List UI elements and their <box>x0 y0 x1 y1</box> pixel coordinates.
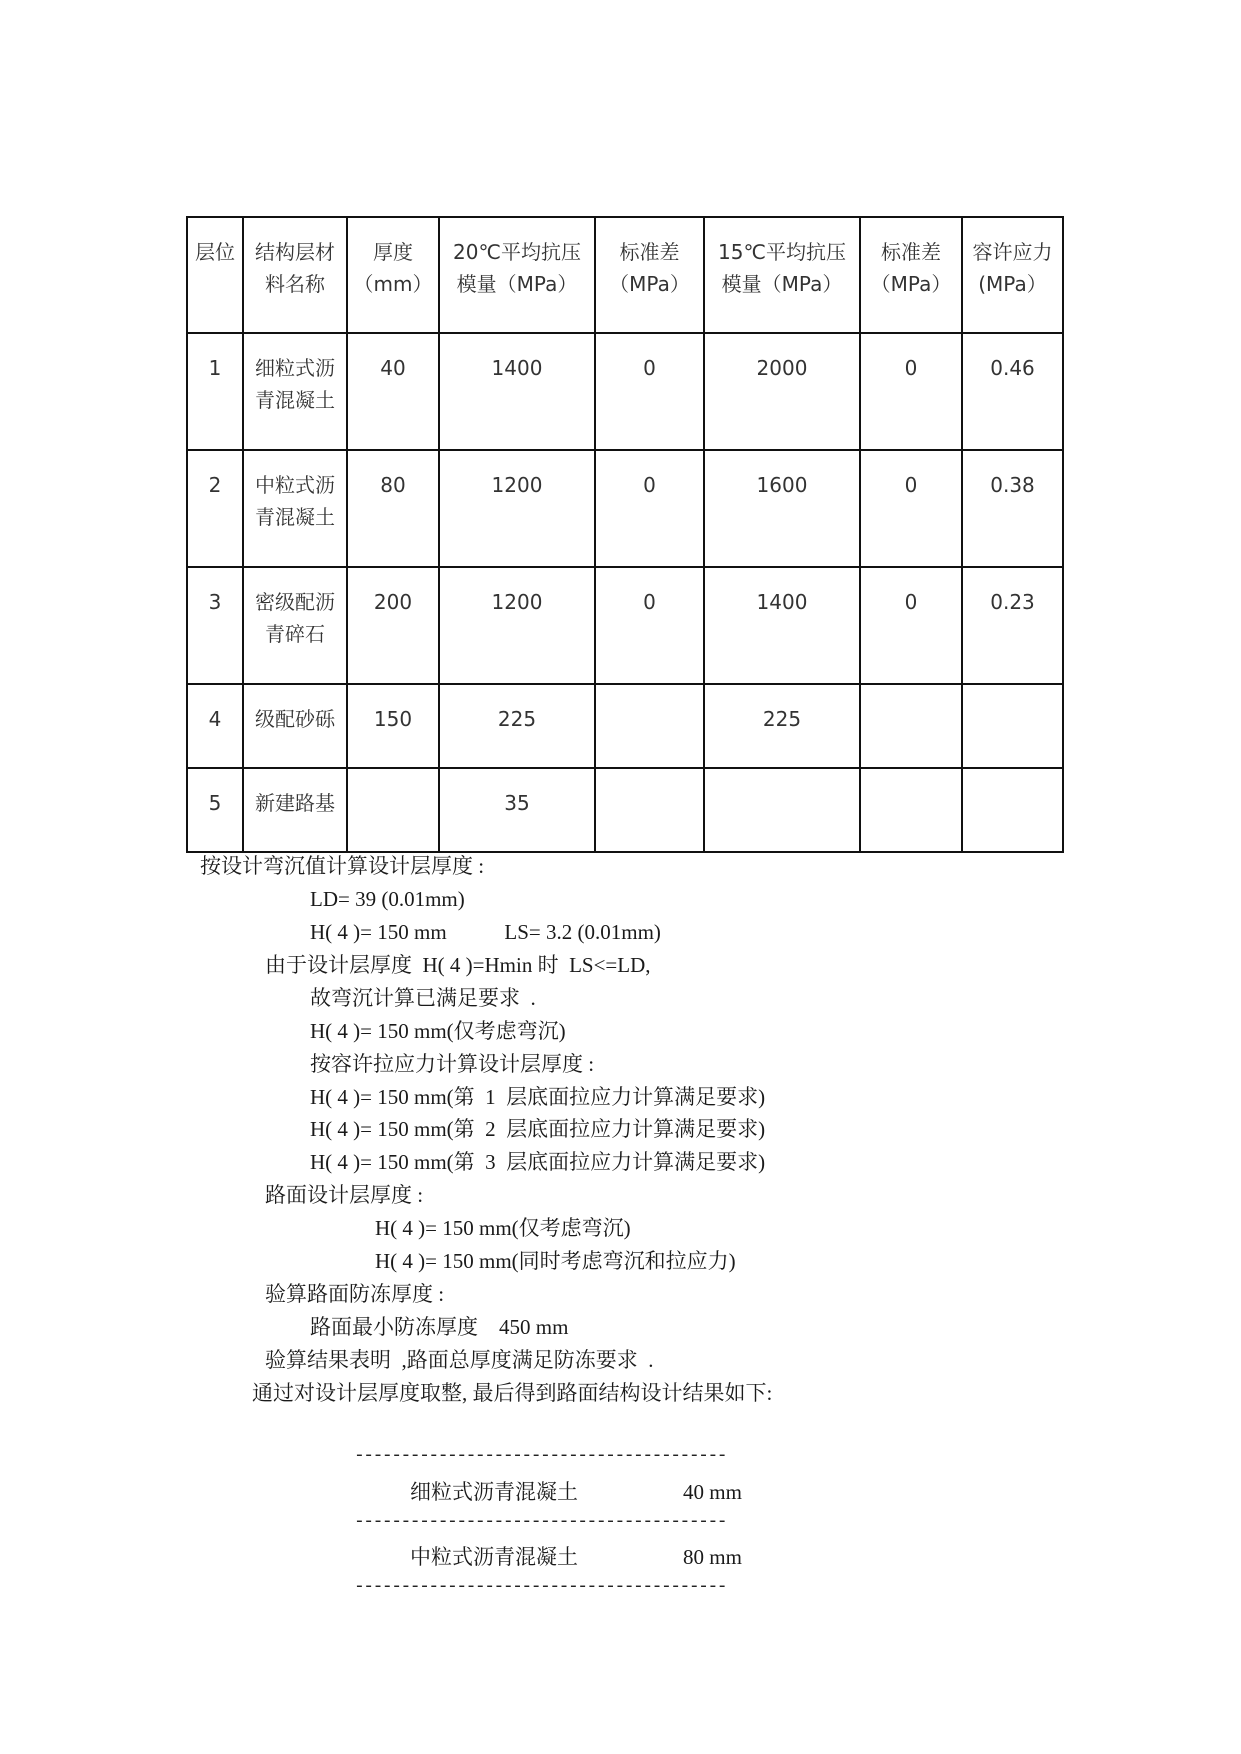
table-cell: 150 <box>347 684 439 768</box>
separator-line: ---------------------------------------- <box>354 1512 727 1532</box>
table-row <box>187 768 1063 852</box>
table-cell: 0.46 <box>962 333 1063 450</box>
table-row <box>187 684 1063 768</box>
header-cell: 容许应力(MPa） <box>962 217 1063 333</box>
table-cell: 0 <box>595 450 704 567</box>
table-cell: 35 <box>439 768 595 852</box>
table-cell: 1 <box>187 333 243 450</box>
text-line: H( 4 )= 150 mm(第 3 层底面拉应力计算满足要求) <box>310 1150 766 1174</box>
table-cell: 1400 <box>704 567 860 684</box>
table-cell: 0 <box>860 333 962 450</box>
text-line: 通过对设计层厚度取整, 最后得到路面结构设计结果如下: <box>252 1381 773 1405</box>
table-cell: 1200 <box>439 450 595 567</box>
table-cell: 5 <box>187 768 243 852</box>
header-cell: 层位 <box>187 217 243 333</box>
text-line: 路面最小防冻厚度 450 mm <box>310 1315 569 1339</box>
table-cell: 0 <box>860 567 962 684</box>
text-line: 按设计弯沉值计算设计层厚度 : <box>200 854 485 878</box>
separator-line: ---------------------------------------- <box>354 1577 727 1597</box>
table-cell: 2 <box>187 450 243 567</box>
table-cell: 2000 <box>704 333 860 450</box>
table-cell: 1400 <box>439 333 595 450</box>
text-line: LD= 39 (0.01mm) <box>310 887 465 911</box>
table-cell: 80 <box>347 450 439 567</box>
text-line: H( 4 )= 150 mm(同时考虑弯沉和拉应力) <box>375 1249 736 1273</box>
table-cell <box>704 768 860 852</box>
table-cell <box>962 684 1063 768</box>
table-row <box>187 567 1063 684</box>
table-cell <box>595 684 704 768</box>
result-layer-name: 细粒式沥青混凝土 <box>410 1480 578 1504</box>
table-cell <box>860 768 962 852</box>
table-cell: 225 <box>439 684 595 768</box>
header-cell: 20℃平均抗压模量（MPa） <box>439 217 595 333</box>
table-cell: 0.38 <box>962 450 1063 567</box>
table-cell <box>347 768 439 852</box>
table-cell: 细粒式沥青混凝土 <box>243 333 347 450</box>
table-cell: 40 <box>347 333 439 450</box>
text-line: 验算结果表明 ,路面总厚度满足防冻要求 . <box>265 1348 654 1372</box>
text-line: 由于设计层厚度 H( 4 )=Hmin 时 LS<=LD, <box>265 953 651 977</box>
result-layer-name: 中粒式沥青混凝土 <box>410 1545 578 1569</box>
table-row <box>187 450 1063 567</box>
table-cell: 中粒式沥青混凝土 <box>243 450 347 567</box>
header-cell: 标准差（MPa） <box>860 217 962 333</box>
table-cell: 0 <box>595 333 704 450</box>
text-line: 按容许拉应力计算设计层厚度 : <box>310 1052 595 1076</box>
table-cell <box>595 768 704 852</box>
text-line: 故弯沉计算已满足要求 . <box>310 986 536 1010</box>
text-line: H( 4 )= 150 mm(第 2 层底面拉应力计算满足要求) <box>310 1117 766 1141</box>
text-line: H( 4 )= 150 mm(仅考虑弯沉) <box>375 1216 631 1240</box>
table-cell: 200 <box>347 567 439 684</box>
table-cell: 0.23 <box>962 567 1063 684</box>
table-cell: 225 <box>704 684 860 768</box>
table-cell: 1600 <box>704 450 860 567</box>
table-row <box>187 333 1063 450</box>
table-cell: 密级配沥青碎石 <box>243 567 347 684</box>
table-cell: 4 <box>187 684 243 768</box>
text-line: 路面设计层厚度 : <box>265 1183 424 1207</box>
table-cell: 新建路基 <box>243 768 347 852</box>
header-cell: 15℃平均抗压模量（MPa） <box>704 217 860 333</box>
text-line: H( 4 )= 150 mm LS= 3.2 (0.01mm) <box>310 920 661 944</box>
text-line: H( 4 )= 150 mm(第 1 层底面拉应力计算满足要求) <box>310 1085 766 1109</box>
result-layer-thickness: 40 mm <box>683 1480 742 1504</box>
text-line: 验算路面防冻厚度 : <box>265 1282 445 1306</box>
header-cell: 结构层材料名称 <box>243 217 347 333</box>
header-cell: 标准差（MPa） <box>595 217 704 333</box>
table-header-row <box>187 217 1063 333</box>
table-cell <box>962 768 1063 852</box>
pavement-layer-table <box>186 216 1064 853</box>
result-layer-thickness: 80 mm <box>683 1545 742 1569</box>
table-cell <box>860 684 962 768</box>
table-cell: 1200 <box>439 567 595 684</box>
table-cell: 0 <box>595 567 704 684</box>
table-cell: 3 <box>187 567 243 684</box>
table-cell: 级配砂砾 <box>243 684 347 768</box>
header-cell: 厚度（mm） <box>347 217 439 333</box>
separator-line: ---------------------------------------- <box>354 1446 727 1466</box>
table-cell: 0 <box>860 450 962 567</box>
text-line: H( 4 )= 150 mm(仅考虑弯沉) <box>310 1019 566 1043</box>
